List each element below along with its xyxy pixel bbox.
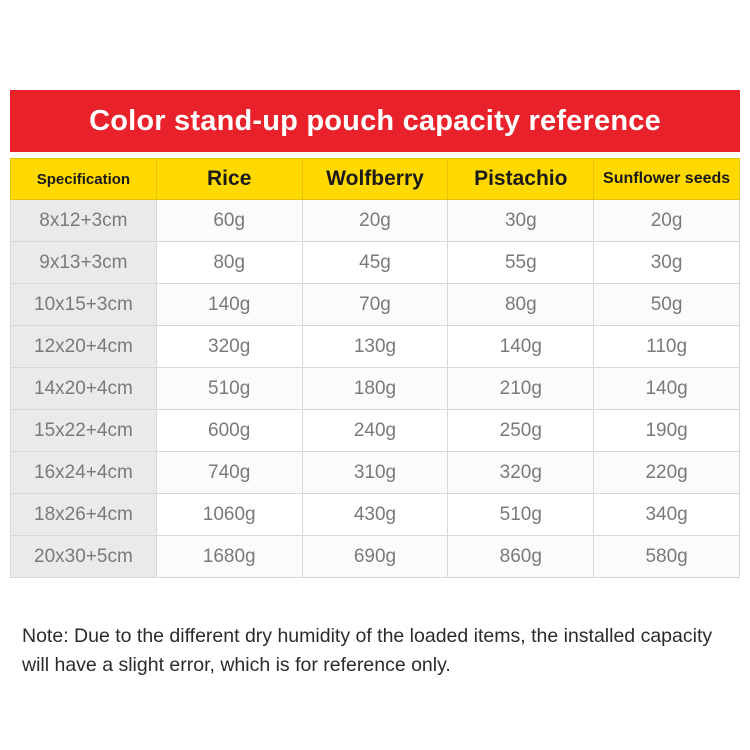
cell-specification: 20x30+5cm (11, 536, 157, 578)
cell-specification: 8x12+3cm (11, 200, 157, 242)
cell-pistachio: 140g (448, 326, 594, 368)
cell-specification: 15x22+4cm (11, 410, 157, 452)
capacity-table (10, 158, 740, 578)
cell-pistachio: 30g (448, 200, 594, 242)
table-row (11, 284, 740, 326)
table-row (11, 494, 740, 536)
cell-specification: 12x20+4cm (11, 326, 157, 368)
cell-pistachio: 250g (448, 410, 594, 452)
cell-wolfberry: 430g (302, 494, 448, 536)
cell-rice: 80g (156, 242, 302, 284)
column-header-specification: Specification (11, 159, 157, 200)
cell-wolfberry: 20g (302, 200, 448, 242)
cell-sunflower-seeds: 20g (594, 200, 740, 242)
capacity-table-container (10, 158, 740, 578)
cell-sunflower-seeds: 140g (594, 368, 740, 410)
cell-pistachio: 320g (448, 452, 594, 494)
cell-wolfberry: 130g (302, 326, 448, 368)
table-row (11, 326, 740, 368)
cell-rice: 1680g (156, 536, 302, 578)
column-header-sunflower-seeds: Sunflower seeds (594, 159, 740, 200)
table-header-row (11, 159, 740, 200)
cell-wolfberry: 690g (302, 536, 448, 578)
cell-wolfberry: 180g (302, 368, 448, 410)
column-header-wolfberry: Wolfberry (302, 159, 448, 200)
table-row (11, 536, 740, 578)
cell-rice: 740g (156, 452, 302, 494)
cell-specification: 16x24+4cm (11, 452, 157, 494)
title-banner (10, 90, 740, 152)
cell-pistachio: 55g (448, 242, 594, 284)
table-row (11, 368, 740, 410)
cell-sunflower-seeds: 50g (594, 284, 740, 326)
cell-rice: 320g (156, 326, 302, 368)
cell-rice: 140g (156, 284, 302, 326)
table-row (11, 200, 740, 242)
cell-sunflower-seeds: 190g (594, 410, 740, 452)
cell-rice: 1060g (156, 494, 302, 536)
column-header-rice: Rice (156, 159, 302, 200)
page-title: Color stand-up pouch capacity reference (89, 104, 661, 137)
cell-pistachio: 210g (448, 368, 594, 410)
cell-pistachio: 510g (448, 494, 594, 536)
cell-pistachio: 860g (448, 536, 594, 578)
cell-specification: 14x20+4cm (11, 368, 157, 410)
table-row (11, 452, 740, 494)
cell-pistachio: 80g (448, 284, 594, 326)
cell-specification: 10x15+3cm (11, 284, 157, 326)
footnote: Note: Due to the different dry humidity of the loaded items, the installed capacity will have a slight error, which is for reference only. (22, 625, 713, 676)
cell-sunflower-seeds: 30g (594, 242, 740, 284)
cell-sunflower-seeds: 110g (594, 326, 740, 368)
cell-specification: 9x13+3cm (11, 242, 157, 284)
cell-wolfberry: 240g (302, 410, 448, 452)
cell-specification: 18x26+4cm (11, 494, 157, 536)
cell-rice: 60g (156, 200, 302, 242)
table-row (11, 410, 740, 452)
cell-sunflower-seeds: 220g (594, 452, 740, 494)
cell-wolfberry: 310g (302, 452, 448, 494)
cell-rice: 510g (156, 368, 302, 410)
cell-sunflower-seeds: 340g (594, 494, 740, 536)
cell-wolfberry: 70g (302, 284, 448, 326)
cell-sunflower-seeds: 580g (594, 536, 740, 578)
column-header-pistachio: Pistachio (448, 159, 594, 200)
table-row (11, 242, 740, 284)
cell-rice: 600g (156, 410, 302, 452)
cell-wolfberry: 45g (302, 242, 448, 284)
